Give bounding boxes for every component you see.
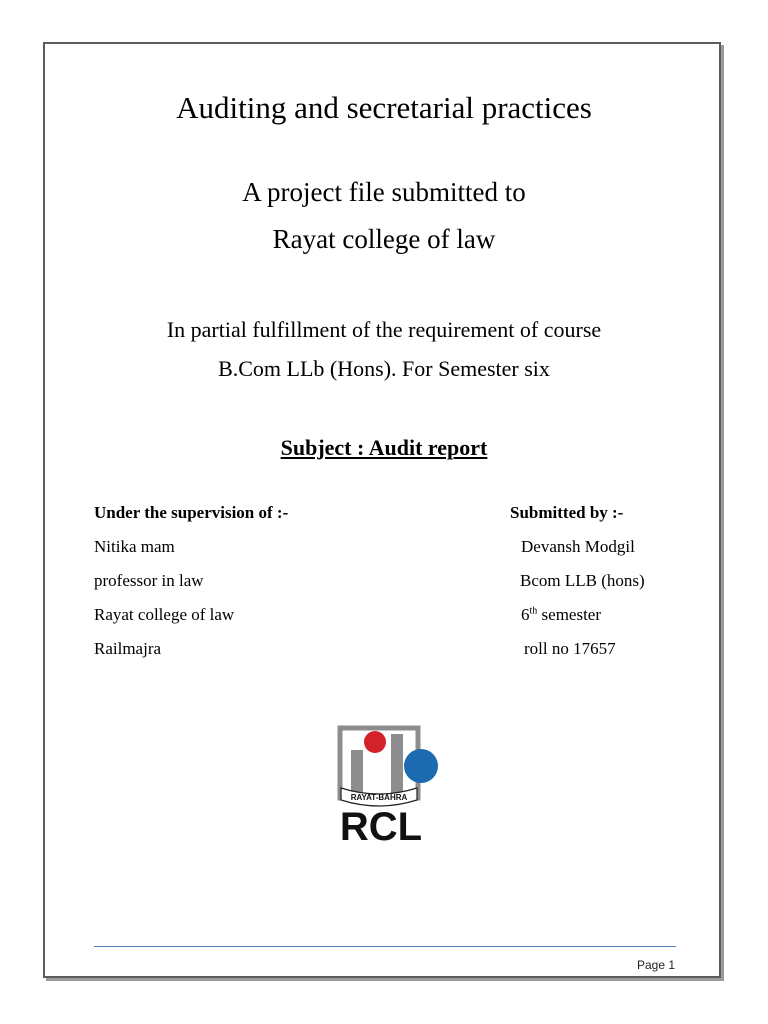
supervisor-name: Nitika mam — [94, 537, 175, 556]
supervisor-designation: professor in law — [94, 571, 204, 590]
logo-blue-circle — [404, 749, 438, 783]
supervisor-college: Rayat college of law — [94, 605, 235, 624]
rcl-logo — [333, 724, 443, 842]
student-semester: 6th semester — [521, 605, 602, 624]
student-roll: roll no 17657 — [524, 639, 616, 658]
footer-rule — [94, 946, 676, 947]
submitted-to-line-1: A project file submitted to — [242, 177, 526, 207]
page-number: Page 1 — [637, 958, 676, 972]
requirement-line-1: In partial fulfillment of the requirement of course — [166, 317, 602, 342]
supervision-heading: Under the supervision of :- — [94, 503, 289, 522]
student-name: Devansh Modgil — [521, 537, 635, 556]
logo-red-circle — [364, 731, 386, 753]
requirement-line-2: B.Com LLb (Hons). For Semester six — [218, 356, 550, 381]
logo-banner-text: RAYAT-BAHRA — [350, 793, 408, 802]
student-course: Bcom LLB (hons) — [520, 571, 645, 590]
logo-wordmark: RCL — [339, 805, 423, 842]
supervisor-place: Railmajra — [94, 639, 162, 658]
document-title: Auditing and secretarial practices — [176, 90, 592, 125]
document-page — [43, 42, 721, 978]
submitted-to-line-2: Rayat college of law — [272, 224, 496, 254]
submitted-by-heading: Submitted by :- — [510, 503, 624, 522]
subject-heading: Subject : Audit report — [280, 435, 488, 460]
logo-bar-right — [391, 734, 403, 798]
